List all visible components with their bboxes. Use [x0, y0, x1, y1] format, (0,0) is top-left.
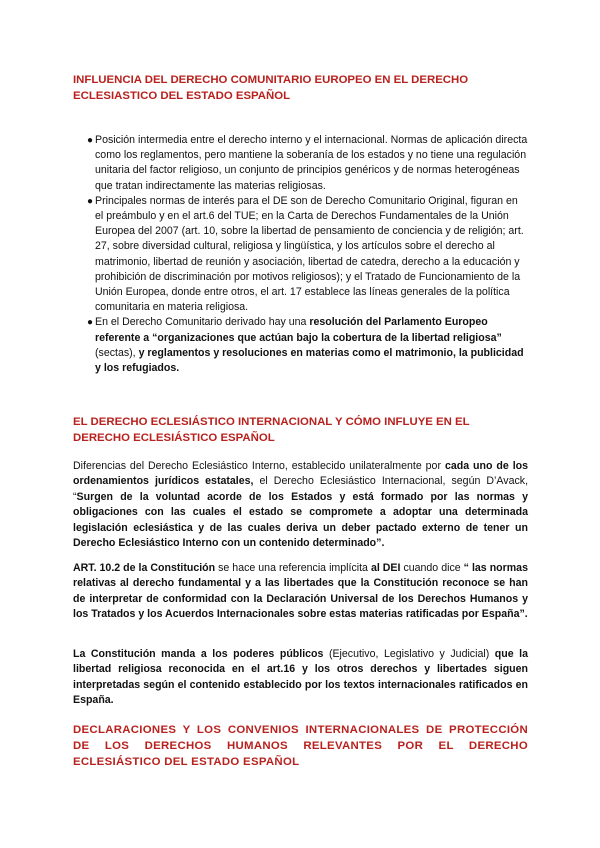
bullet-text-mid: (sectas), [95, 346, 139, 359]
paragraph-art-10-2 [73, 561, 528, 623]
list-item [73, 133, 528, 194]
text-run: cuando dice [400, 562, 464, 574]
section-heading-derecho-internacional: EL DERECHO ECLESIÁSTICO INTERNACIONAL Y CÓMO INFLUYE EN EL DERECHO ECLESIÁSTICO ESPAÑOL [73, 416, 470, 444]
text-run-bold: Surgen de la voluntad acorde de los Estados y está formado por las normas y obligaciones con las cuales el estado se compromete a adoptar una determinada legislación eclesiástica y de las cuales deriva un deber pactado externo de tener un Derecho Eclesiástico Interno con un contenido determinado”. [73, 490, 528, 550]
text-run-bold: cada uno de los ordenamientos jurídicos estatales, [73, 460, 529, 488]
bullet-text-pre: En el Derecho Comunitario derivado hay una [95, 316, 310, 329]
text-run: se hace una referencia implícita [215, 562, 371, 574]
text-run-bold: al DEI [370, 562, 401, 574]
paragraph-diferencias [73, 459, 528, 551]
section-heading-declaraciones-convenios: DECLARACIONES Y LOS CONVENIOS INTERNACIONALES DE PROTECCIÓN DE LOS DERECHOS HUMANOS RELEVANTES POR EL DERECHO ECLESIÁSTICO DEL ESTADO ESPAÑOL [73, 724, 528, 768]
text-run: Diferencias del Derecho Eclesiástico Interno, establecido unilateralmente por [73, 460, 445, 472]
section-heading-derecho-comunitario: INFLUENCIA DEL DERECHO COMUNITARIO EUROPEO EN EL DERECHO ECLESIASTICO DEL ESTADO ESPAÑOL [73, 74, 469, 102]
text-run: (Ejecutivo, Legislativo y Judicial) [323, 648, 495, 660]
text-run-bold: que la libertad religiosa reconocida en el art.16 y los otros derechos y libertades siguen interpretadas según el contenido establecido por los textos internacionales ratificados en España. [73, 648, 528, 707]
bullet-icon: ● [87, 317, 94, 329]
bullet-icon: ● [87, 195, 94, 207]
text-run-bold: La Constitución manda a los poderes públicos [73, 648, 324, 660]
list-item [73, 315, 528, 376]
bullet-text: Posición intermedia entre el derecho interno y el internacional. Normas de aplicación directa como los reglamentos, pero mantiene la soberanía de los estados y no tiene una regulación unitaria del factor religioso, un conjunto de principios genéricos y de normas heterogéneas que tratan indirectamente las materias religiosas. [95, 134, 528, 192]
bullet-text: Principales normas de interés para el DE son de Derecho Comunitario Original, figuran en el preámbulo y en el art.6 del TUE; en la Carta de Derechos Fundamentales de la Unión Europea del 2007 (art. 10, sobre la libertad de pensamiento de conciencia y de religión; art. 27, sobre diversidad cultural, religiosa y lingüística, y los artículos sobre el derecho al matrimonio, libertad de reunión y asociación, libertad de catedra, derecho a la educación y prohibición de discriminación por motivos religiosos); y el Tratado de Funcionamiento de la Unión Europea, donde entre otros, el art. 17 establece las líneas generales de la política comunitaria en materia religiosa. [95, 194, 524, 314]
text-run-bold: “ las normas relativas al derecho fundamental y a las libertades que la Constitución reconoce se han de interpretar de conformidad con la Declaración Universal de los Derechos Humanos y los Tratados y los Acuerdos Internacionales sobre estas materias ratificadas por España”. [73, 562, 528, 621]
bullet-list [73, 133, 528, 376]
list-item [73, 194, 528, 316]
bullet-text-bold: resolución del Parlamento Europeo referente a “organizaciones que actúan bajo la cobertura de la libertad religiosa” [95, 316, 502, 344]
paragraph-constitucion [73, 647, 528, 709]
text-run: el Derecho Eclesiástico Internacional, según D’Avack, “ [73, 475, 529, 503]
text-run-bold: ART. 10.2 de la Constitución [73, 562, 216, 574]
bullet-text-bold: y reglamentos y resoluciones en materias como el matrimonio, la publicidad y los refugiados. [95, 346, 524, 375]
bullet-icon: ● [87, 135, 94, 146]
